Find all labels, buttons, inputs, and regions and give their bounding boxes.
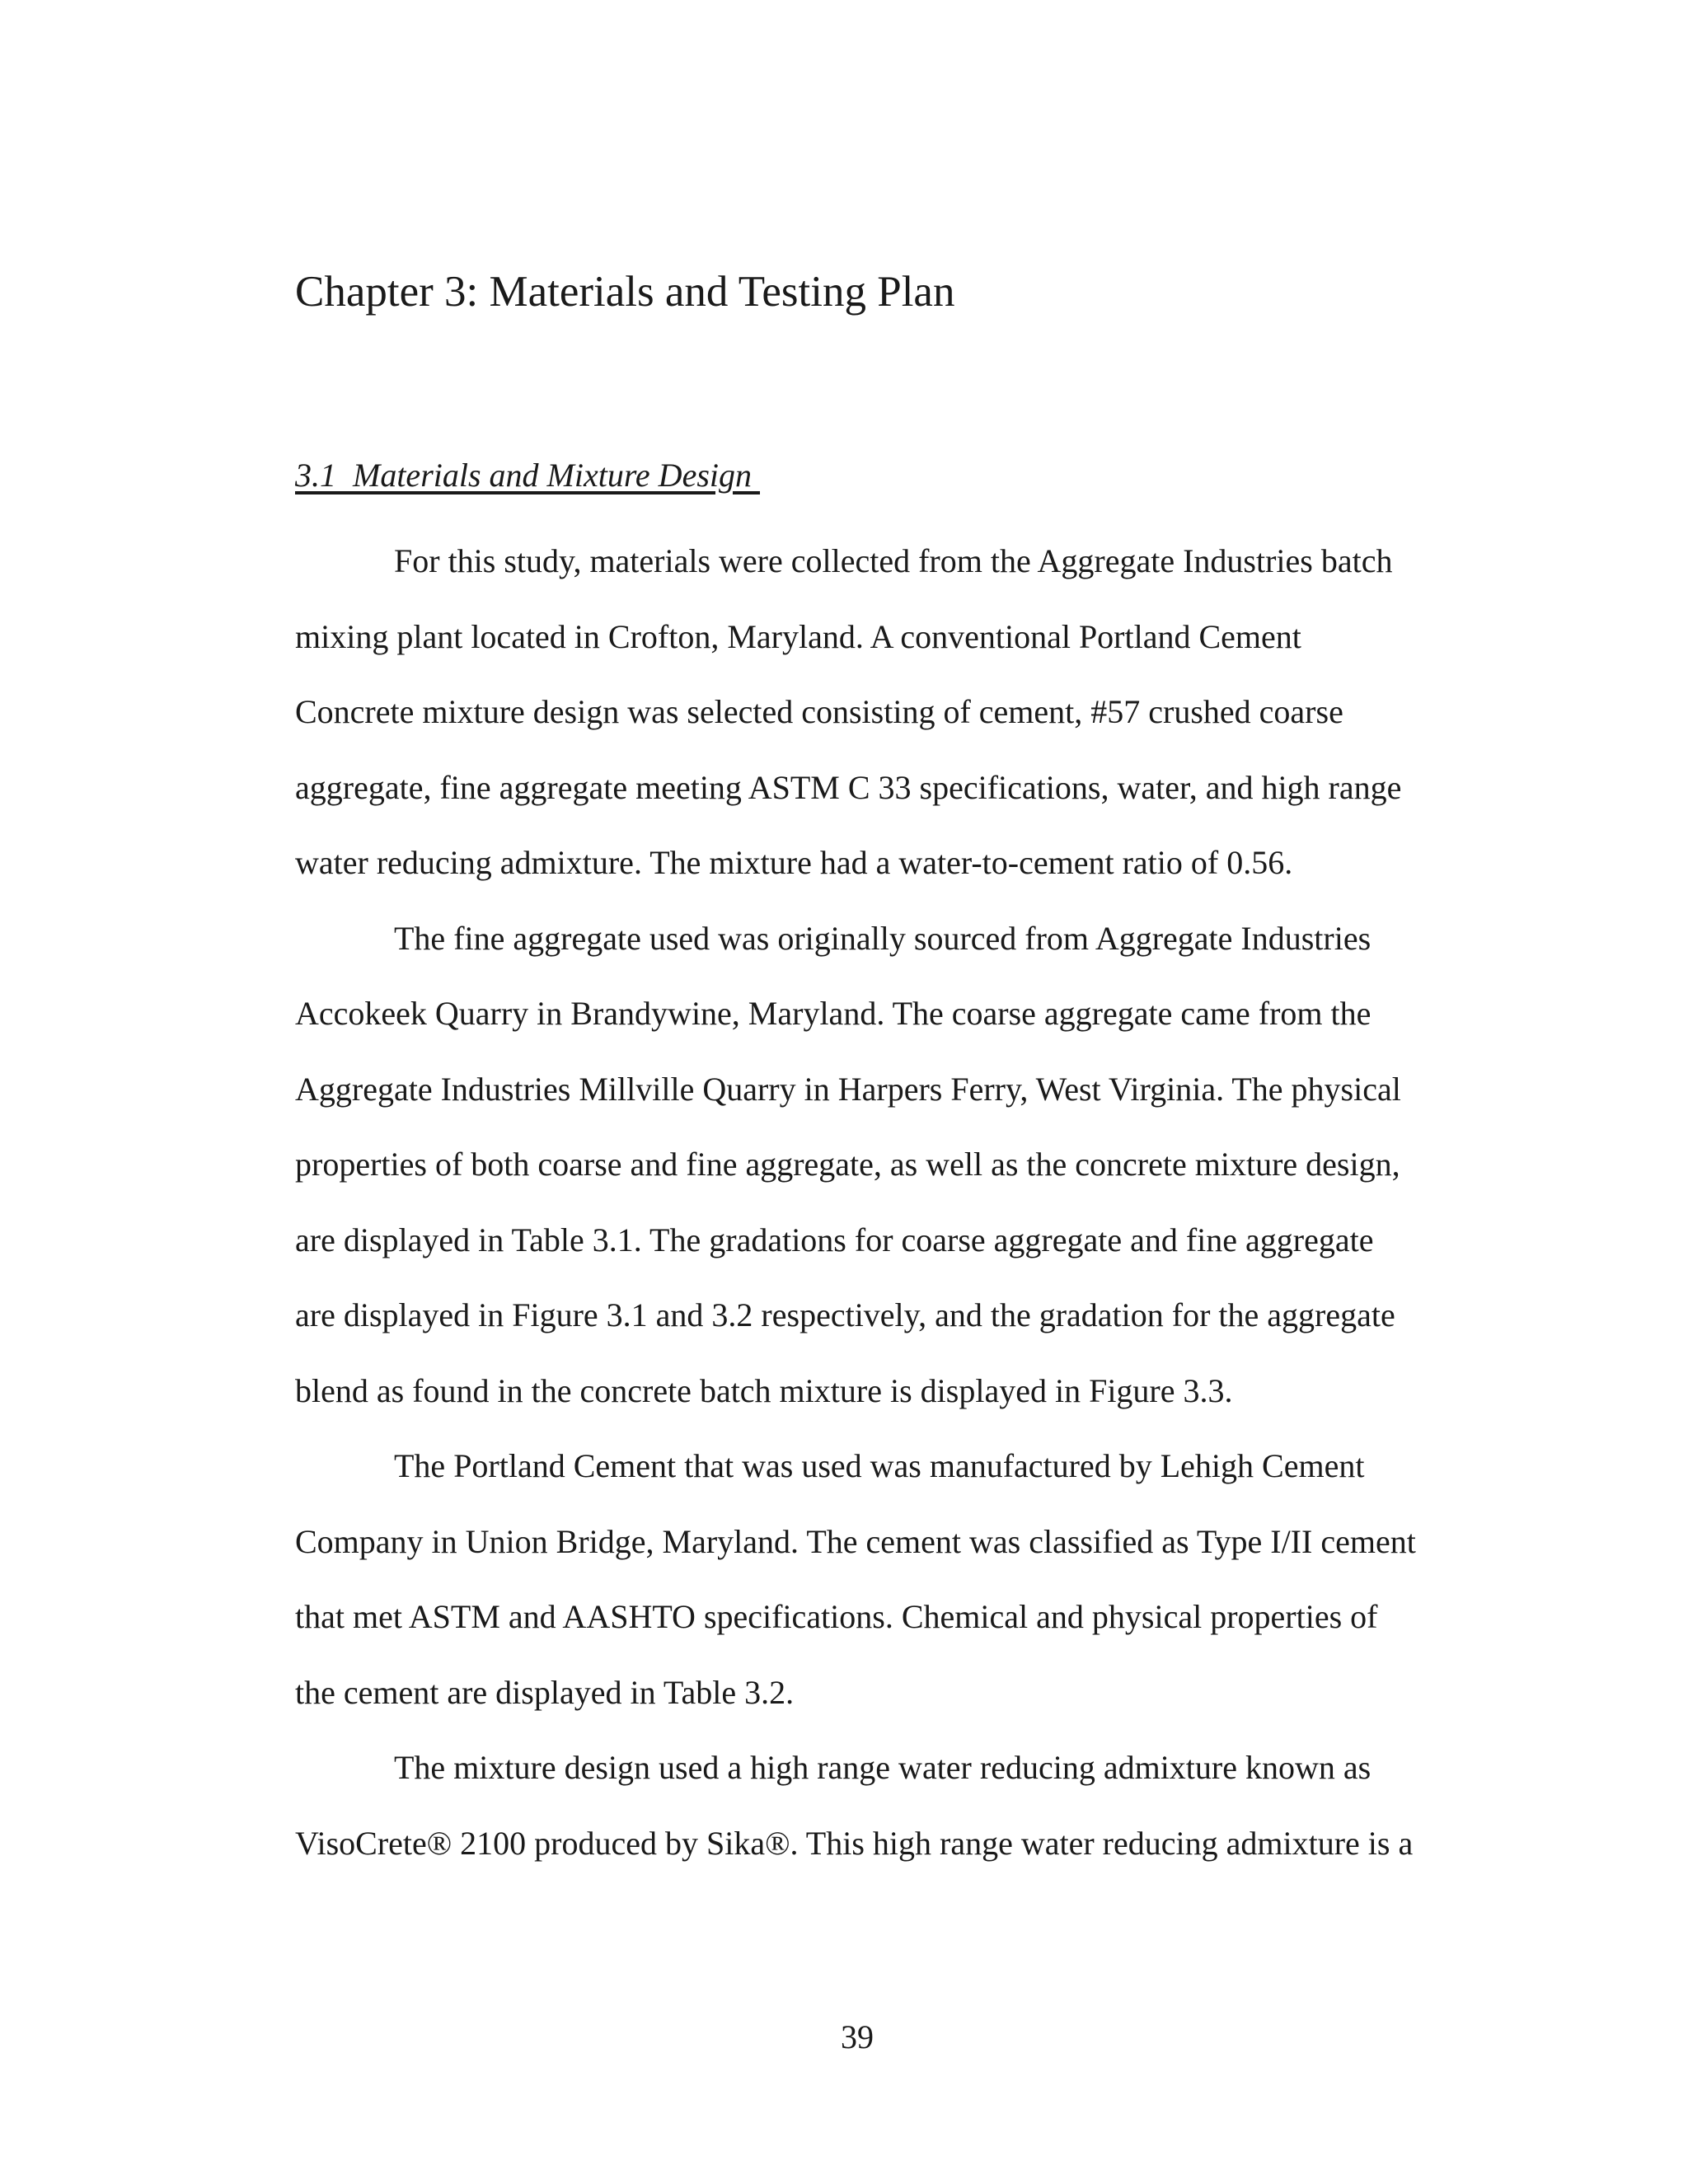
paragraph-2-line: blend as found in the concrete batch mixture is displayed in Figure 3.3. [295,1371,1233,1409]
paragraph-2-line: properties of both coarse and fine aggregate, as well as the concrete mixture design, [295,1146,1400,1183]
paragraph-1-line: mixing plant located in Crofton, Maryland. A conventional Portland Cement [295,617,1301,655]
paragraph-3-line: that met ASTM and AASHTO specifications. Chemical and physical properties of [295,1598,1378,1635]
paragraph-4-line: VisoCrete® 2100 produced by Sika®. This high range water reducing admixture is a [295,1824,1414,1862]
paragraph-2-line: Accokeek Quarry in Brandywine, Maryland. The coarse aggregate came from the [295,995,1372,1032]
paragraph-2-line: are displayed in Table 3.1. The gradations for coarse aggregate and fine aggregate [295,1221,1374,1258]
body-text [295,537,1416,1894]
paragraph-3-line: the cement are displayed in Table 3.2. [295,1673,795,1711]
paragraph-2-line: Aggregate Industries Millville Quarry in Harpers Ferry, West Virginia. The physical [295,1070,1401,1108]
paragraph-3-line: The Portland Cement that was used was manufactured by Lehigh Cement [394,1447,1365,1484]
page-number: 39 [841,2018,874,2055]
paragraph-2-line: The fine aggregate used was originally sourced from Aggregate Industries [394,919,1372,957]
paragraph-1-line: For this study, materials were collected from the Aggregate Industries batch [394,542,1393,579]
paragraph-1-line: aggregate, fine aggregate meeting ASTM C 33 specifications, water, and high range [295,768,1402,806]
section-heading: 3.1 Materials and Mixture Design [295,457,761,494]
paragraph-1-line: Concrete mixture design was selected consisting of cement, #57 crushed coarse [295,693,1343,730]
paragraph-2-line: are displayed in Figure 3.1 and 3.2 respectively, and the gradation for the aggregate [295,1296,1395,1333]
paragraph-3-line: Company in Union Bridge, Maryland. The cement was classified as Type I/II cement [295,1522,1416,1560]
chapter-title: Chapter 3: Materials and Testing Plan [295,268,955,316]
paragraph-1-line: water reducing admixture. The mixture had a water-to-cement ratio of 0.56. [295,844,1293,881]
paragraph-4-line: The mixture design used a high range water reducing admixture known as [394,1749,1372,1786]
